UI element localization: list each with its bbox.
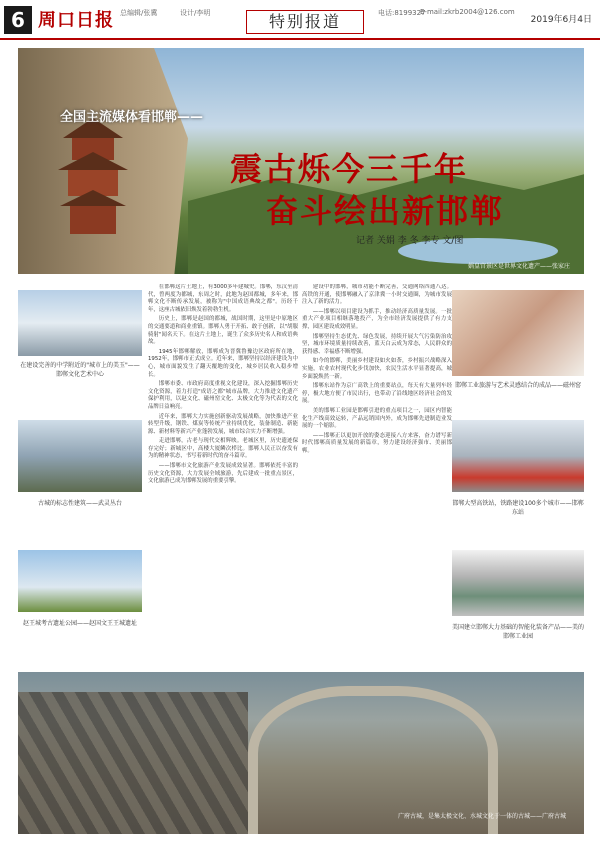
designer-line: 设计/李明	[180, 9, 211, 17]
article-column-1	[148, 284, 298, 662]
paragraph: 历史上，邯郸是赵国的都城，战国时期，这里是中原地区的交通要道和商业重镇。邯郸人勇于开拓、敢于创新，以"胡服骑射"闻名天下。在这片土地上，诞生了众多历史名人和成语典故。	[148, 316, 298, 346]
section-tag: 特别报道	[246, 10, 364, 34]
paragraph: ——邯郸以项目建设为抓手，推动经济高质量发展。一批重大产业项目相继落地投产，为全市经济发展提供了有力支撑，园区建设成效明显。	[302, 308, 452, 330]
photo-handan-east-station	[452, 420, 584, 492]
paper-name: 周口日报	[38, 10, 114, 31]
phone-line: 电话:8199327	[378, 9, 426, 17]
caption-cizhou-kiln: 邯郸工业旅游与艺术灵感结合的成品——磁州窑	[454, 382, 581, 389]
paragraph: 如今的邯郸，美丽乡村建设如火如荼，乡村振兴战略深入实施，农业农村现代化步伐加快，农民生活水平显著提高，城乡面貌焕然一新。	[302, 358, 452, 380]
photo-zhaowang-city	[18, 550, 142, 612]
paragraph: 邯郸东站作为京广高铁上的重要站点，每天有大量列车经停，极大地方便了市民出行，也带动了沿线地区经济社会的发展。	[302, 383, 452, 405]
paragraph: 美的邯郸工业园是邯郸引进的重点项目之一，园区内智能化生产线高效运转，产品远销国内外，成为邯郸先进制造业发展的一个缩影。	[302, 407, 452, 430]
photo-art-center	[18, 290, 142, 356]
caption-congtai: 古城的标志性建筑——武灵丛台	[37, 500, 122, 507]
paragraph: 1945年邯郸解放，邯郸成为晋冀鲁豫边区政府所在地，1952年，邯郸市正式成立。近年来，邯郸坚持以经济建设为中心，城市面貌发生了翻天覆地的变化，城乡居民收入稳步增长。	[148, 348, 298, 378]
hero-photo	[18, 48, 584, 274]
caption-art-center: 在建设完善的中学附近的"城市上的美玉"——邯郸文化艺术中心	[20, 362, 140, 378]
bottom-photo-guangfu	[18, 672, 584, 834]
paragraph: 在邯郸这片土地上，有3000多年建城史。邯郸，东汉至清代，曾两度为都城，东周之时，此地为赵国都城，多年来，邯郸文化不断传承发展，被称为"中国成语典故之都"。历经千年，这座古城依旧焕发着勃勃生机。	[148, 284, 298, 313]
roof-pattern	[18, 692, 248, 834]
paragraph: 邯郸坚持生态优先、绿色发展，持续开展大气污染防治攻坚，城市环境质量持续改善，蓝天白云成为常态，人民群众的获得感、幸福感不断增强。	[302, 333, 452, 355]
hero-caption: 娲皇宫景区是世界文化遗产——张家庄	[467, 263, 570, 270]
photo-midea-park	[452, 550, 584, 616]
issue-date: 2019年6月4日	[530, 15, 592, 25]
photo-congtai	[18, 420, 142, 492]
paragraph: 走进邯郸，古老与现代交相辉映。老城区里，历史遗迹保存完好；新城区中，高楼大厦鳞次栉比。邯郸人民正以奋发有为的精神状态，书写着新时代的奋斗篇章。	[148, 438, 298, 460]
paragraph: ——邯郸市文化旅游产业发展成效显著。邯郸依托丰富的历史文化资源，大力发展全域旅游，先后建成一批重点景区，文化旅游已成为邯郸发展的重要引擎。	[148, 463, 298, 485]
paragraph: 近年来，邯郸大力实施创新驱动发展战略，加快推进产业转型升级，钢铁、煤炭等传统产业持续优化，装备制造、新能源、新材料等新兴产业蓬勃发展，城市综合实力不断增强。	[148, 413, 298, 435]
bottom-caption: 广府古城，是集太极文化、水城文化于一体的古城——广府古城	[397, 813, 566, 820]
masthead	[0, 0, 600, 40]
headline-line-2: 奋斗绘出新邯郸	[266, 192, 505, 230]
byline: 记者 关娟 李 冬 李专 文/图	[356, 236, 464, 246]
paragraph: 邯郸市委、市政府高度重视文化建设，深入挖掘邯郸历史文化资源，着力打造"成语之都"城市品牌，大力推进文化遗产保护利用，以赵文化、磁州窑文化、太极文化等为代表的文化品牌日益响亮。	[148, 381, 298, 410]
paragraph: ——邯郸正以更加开放的姿态迎接八方来客，奋力谱写新时代邯郸高质量发展的新篇章，努力建设经济强市、美丽邯郸。	[302, 432, 452, 454]
headline-line-1: 震古烁今三千年	[230, 150, 469, 188]
email-line: E-mail:zkrb2004@126.com	[420, 8, 515, 16]
page-number: 6	[4, 6, 32, 34]
editor-line: 总编辑/张冀	[120, 9, 158, 17]
temple-icon	[58, 108, 128, 238]
caption-zhaowang-city: 赵王城考古遗址公园——赵国文王王城遗址	[22, 620, 137, 627]
photo-cizhou-kiln	[452, 290, 584, 376]
caption-handan-east-station: 邯郸大型高铁站，铁路建设100多个城市——邯郸东站	[452, 500, 584, 516]
hero-kicker: 全国主流媒体看邯郸——	[60, 110, 204, 125]
header-rule	[0, 38, 600, 40]
caption-midea-park: 美国建立邯郸大力基础的智能化装备产品——美的邯郸工业园	[452, 624, 585, 640]
article-column-2	[302, 284, 452, 662]
paragraph: 建设中的邯郸，城市功能不断完善，交通网络四通八达。高铁的开通，使邯郸融入了京津冀一小时交通圈，为城市发展注入了新的活力。	[302, 284, 452, 306]
